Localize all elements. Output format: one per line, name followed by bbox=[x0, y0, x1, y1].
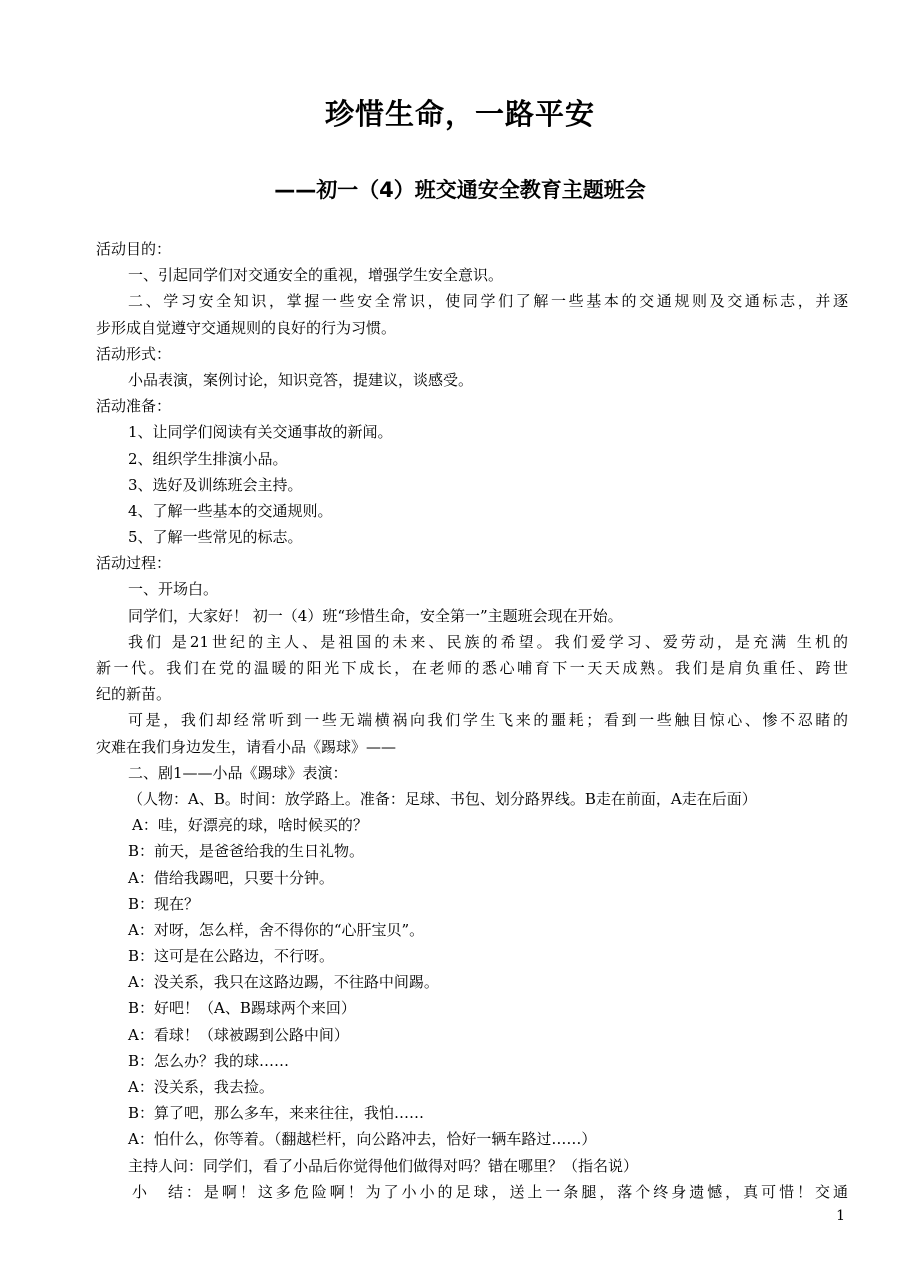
document-body bbox=[96, 236, 848, 1205]
text-line: 小品表演，案例讨论，知识竞答，提建议，谈感受。 bbox=[128, 370, 474, 389]
text-line: 活动准备： bbox=[96, 397, 172, 416]
text-line: 二、剧1——小品《踢球》表演： bbox=[128, 763, 348, 782]
text-line: B：怎么办？我的球…… bbox=[128, 1051, 290, 1070]
text-line: 我们 是21世纪的主人、是祖国的未来、民族的希望。我们爱学习、爱劳动，是充满 生机的 bbox=[128, 632, 848, 651]
text-line: B：好吧！（A、B踢球两个来回） bbox=[128, 999, 356, 1018]
text-line: A：看球！（球被踢到公路中间） bbox=[128, 1025, 349, 1044]
document-title: 珍惜生命，一路平安 bbox=[324, 97, 595, 131]
text-line: 一、引起同学们对交通安全的重视，增强学生安全意识。 bbox=[128, 266, 504, 285]
text-line: 同学们，大家好！ 初一（4）班“珍惜生命，安全第一”主题班会现在开始。 bbox=[128, 606, 623, 625]
text-line: B：算了吧，那么多车，来来往往，我怕…… bbox=[128, 1104, 425, 1123]
text-line: 可是，我们却经常听到一些无端横祸向我们学生飞来的噩耗；看到一些触目惊心、惨不忍睹的 bbox=[128, 711, 848, 730]
text-line: 步形成自觉遵守交通规则的良好的行为习惯。 bbox=[96, 318, 397, 337]
text-line: B：这可是在公路边，不行呀。 bbox=[128, 947, 335, 966]
text-line: （人物：A、B。时间：放学路上。准备：足球、书包、划分路界线。B走在前面，A走在后面） bbox=[128, 789, 757, 808]
text-line: B：现在？ bbox=[128, 894, 200, 913]
text-line: 小 结：是啊！这多危险啊！为了小小的足球，送上一条腿，落个终身遗憾，真可惜！交通 bbox=[132, 1182, 848, 1201]
text-line: 纪的新苗。 bbox=[96, 685, 172, 704]
text-line: 二、学习安全知识，掌握一些安全常识，使同学们了解一些基本的交通规则及交通标志，并逐 bbox=[128, 292, 848, 311]
page-number: 1 bbox=[836, 1208, 845, 1224]
text-line: 1、让同学们阅读有关交通事故的新闻。 bbox=[128, 423, 393, 442]
text-line: 3、选好及训练班会主持。 bbox=[128, 475, 303, 494]
text-line: A：对呀，怎么样，舍不得你的“心肝宝贝”。 bbox=[128, 920, 425, 939]
text-line: 活动过程： bbox=[96, 554, 172, 573]
text-line: A：没关系，我只在这路边踢，不往路中间踢。 bbox=[128, 973, 439, 992]
text-line: 4、了解一些基本的交通规则。 bbox=[128, 501, 333, 520]
text-line: B：前天，是爸爸给我的生日礼物。 bbox=[128, 842, 365, 861]
text-line: A：借给我踢吧，只要十分钟。 bbox=[128, 868, 334, 887]
text-line: 灾难在我们身边发生，请看小品《踢球》—— bbox=[96, 737, 397, 756]
text-line: 活动目的： bbox=[96, 240, 172, 258]
text-line: A：怕什么，你等着。（翻越栏杆，向公路冲去，恰好一辆车路过……） bbox=[128, 1130, 597, 1149]
text-line: A：哇，好漂亮的球，啥时候买的？ bbox=[132, 816, 368, 835]
text-line: A：没关系，我去捡。 bbox=[128, 1078, 274, 1096]
text-line: 一、开场白。 bbox=[128, 580, 219, 599]
text-line: 5、了解一些常见的标志。 bbox=[128, 528, 303, 547]
text-line: 主持人问：同学们，看了小品后你觉得他们做得对吗？错在哪里？（指名说） bbox=[128, 1156, 639, 1175]
text-line: 新一代。我们在党的温暖的阳光下成长，在老师的悉心哺育下一天天成熟。我们是肩负重任、跨世 bbox=[96, 659, 848, 677]
text-line: 活动形式： bbox=[96, 344, 172, 363]
text-line: 2、组织学生排演小品。 bbox=[128, 449, 288, 468]
document-subtitle: ——初一（4）班交通安全教育主题班会 bbox=[274, 178, 646, 202]
